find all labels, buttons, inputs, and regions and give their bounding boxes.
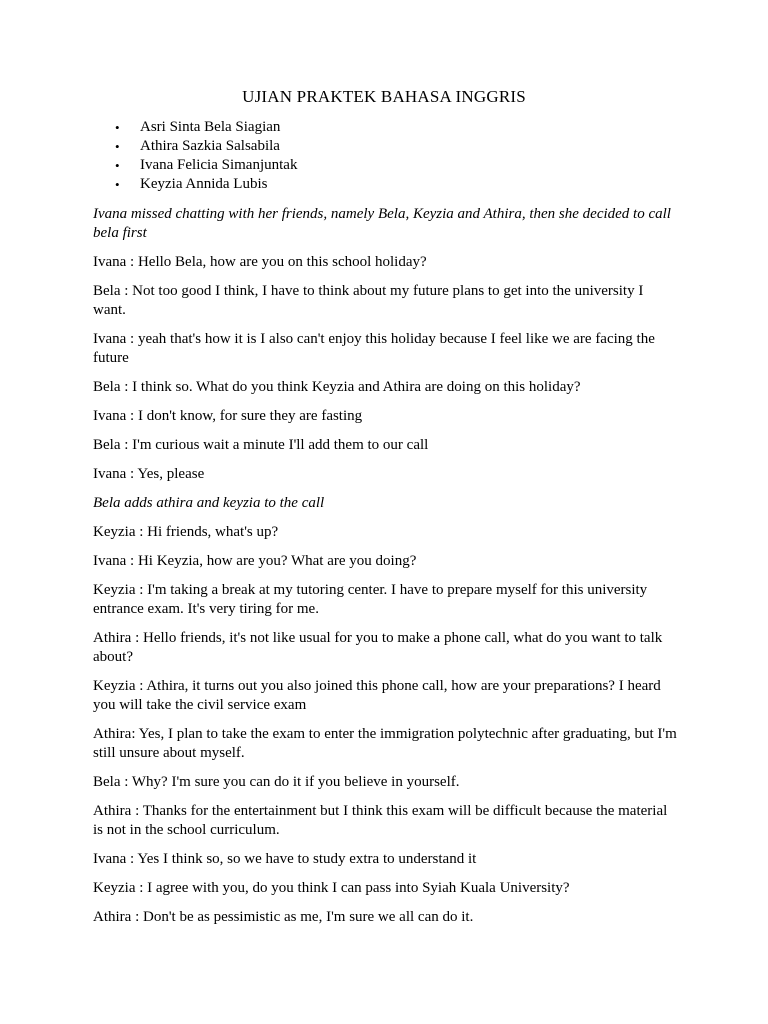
dialogue-line: Athira : Thanks for the entertainment but I think this exam will be difficult because the material is not in the school curriculum. <box>93 803 668 838</box>
member-list-item <box>112 175 297 194</box>
bullet-icon: • <box>115 120 120 135</box>
bullet-icon: • <box>115 158 120 173</box>
dialogue-line: Bela : Why? I'm sure you can do it if you believe in yourself. <box>93 774 460 790</box>
dialogue-body <box>93 205 678 937</box>
dialogue-line: Ivana : Yes, please <box>93 466 205 482</box>
member-list-item <box>112 118 297 137</box>
dialogue-line: Athira: Yes, I plan to take the exam to enter the immigration polytechnic after graduating, but I'm still unsure about myself. <box>93 726 677 761</box>
dialogue-line: Keyzia : I'm taking a break at my tutoring center. I have to prepare myself for this university entrance exam. It's very tiring for me. <box>93 582 648 617</box>
dialogue-line: Ivana : Hello Bela, how are you on this school holiday? <box>93 254 427 270</box>
dialogue-line: Bela : I'm curious wait a minute I'll add them to our call <box>93 437 429 453</box>
dialogue-line: Keyzia : I agree with you, do you think I can pass into Syiah Kuala University? <box>93 880 570 896</box>
dialogue-line: Athira : Hello friends, it's not like usual for you to make a phone call, what do you want to talk about? <box>93 630 663 665</box>
dialogue-line: Bela : I think so. What do you think Keyzia and Athira are doing on this holiday? <box>93 379 581 395</box>
dialogue-line: Ivana : I don't know, for sure they are fasting <box>93 408 363 424</box>
bullet-icon: • <box>115 177 120 192</box>
narration-paragraph: Ivana missed chatting with her friends, namely Bela, Keyzia and Athira, then she decided to call bela first <box>93 206 671 241</box>
bullet-icon: • <box>115 139 120 154</box>
dialogue-line: Ivana : Yes I think so, so we have to study extra to understand it <box>93 851 477 867</box>
dialogue-line: Keyzia : Athira, it turns out you also joined this phone call, how are your preparations? I heard you will take the civil service exam <box>93 678 661 713</box>
member-list-item <box>112 156 297 175</box>
member-name: Keyzia Annida Lubis <box>140 176 268 192</box>
dialogue-line: Athira : Don't be as pessimistic as me, I'm sure we all can do it. <box>93 909 474 925</box>
dialogue-line: Keyzia : Hi friends, what's up? <box>93 524 279 540</box>
member-list-item <box>112 137 297 156</box>
dialogue-line: Ivana : yeah that's how it is I also can't enjoy this holiday because I feel like we are facing the future <box>93 331 655 366</box>
document-title: UJIAN PRAKTEK BAHASA INGGRIS <box>242 87 526 106</box>
member-name: Asri Sinta Bela Siagian <box>140 119 281 135</box>
member-list <box>112 118 297 194</box>
member-name: Athira Sazkia Salsabila <box>140 138 280 154</box>
dialogue-line: Ivana : Hi Keyzia, how are you? What are you doing? <box>93 553 417 569</box>
narration-paragraph: Bela adds athira and keyzia to the call <box>93 495 325 511</box>
dialogue-line: Bela : Not too good I think, I have to think about my future plans to get into the university I want. <box>93 283 644 318</box>
member-name: Ivana Felicia Simanjuntak <box>140 157 298 173</box>
